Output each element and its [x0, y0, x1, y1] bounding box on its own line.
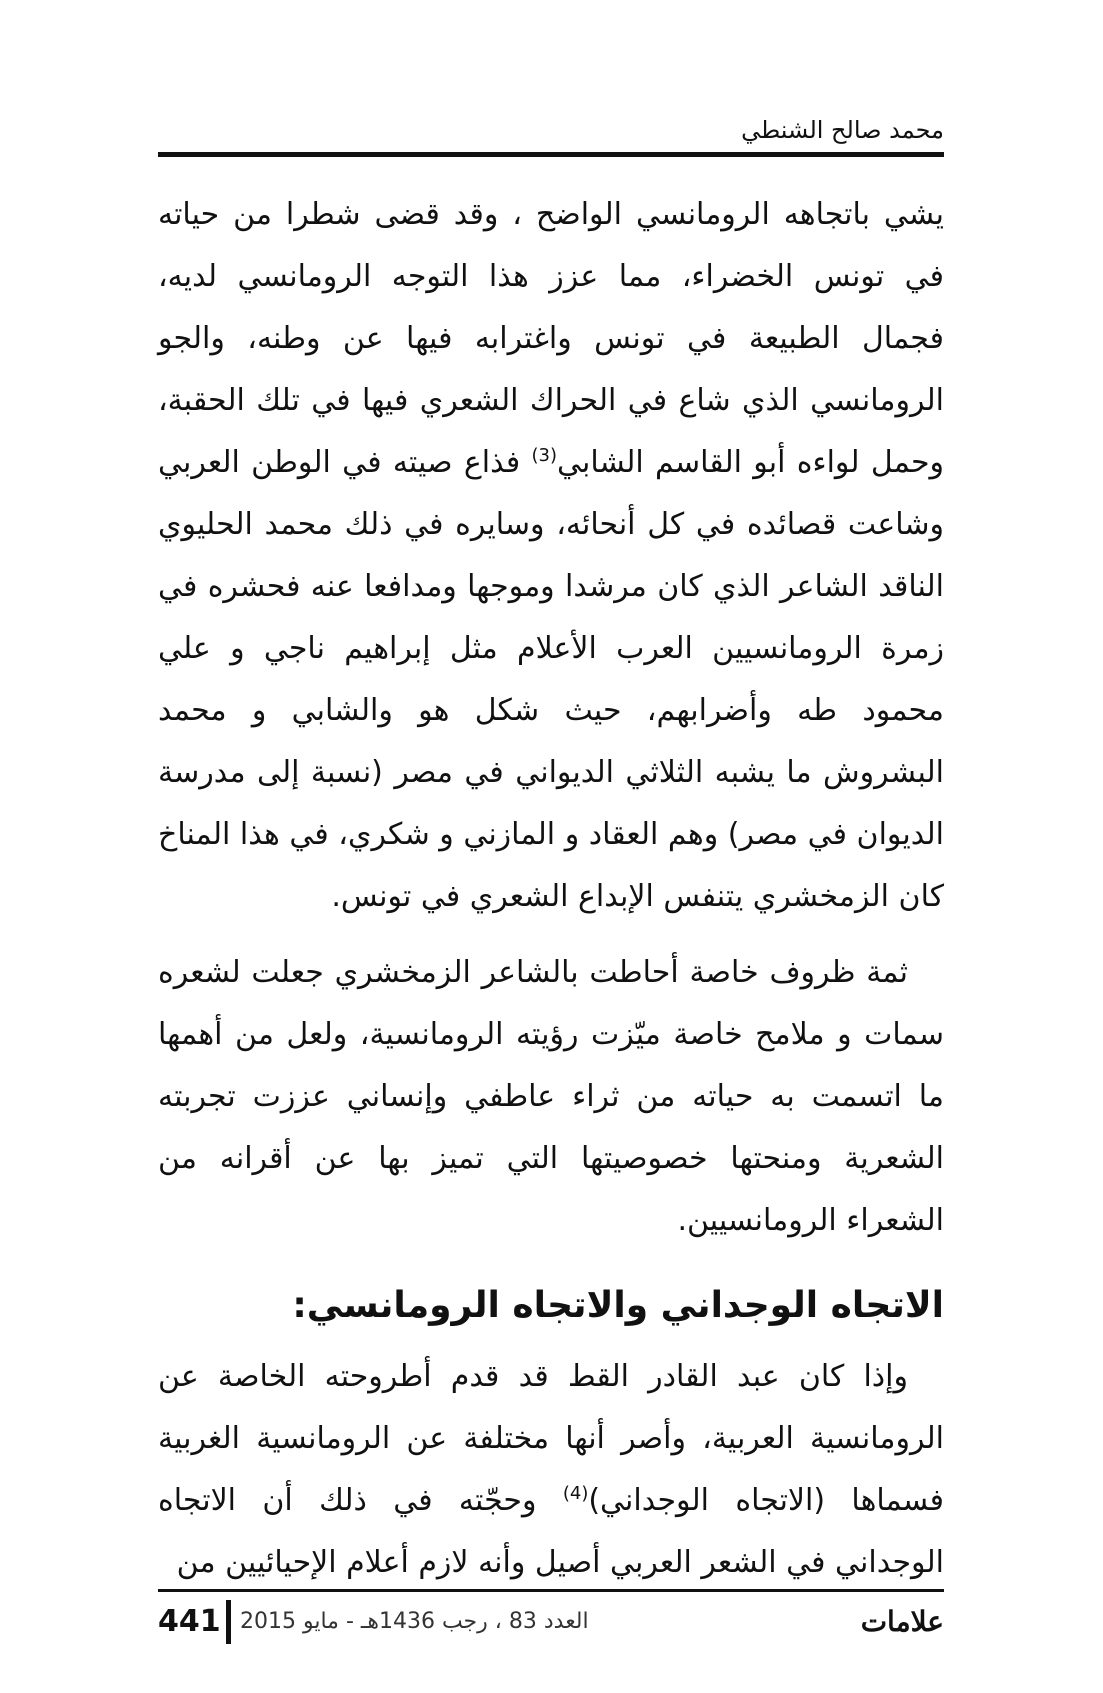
footnote-ref-4[interactable]: (4) — [562, 1483, 589, 1504]
footer-divider — [226, 1600, 231, 1644]
paragraph-1 — [158, 184, 944, 928]
issue-info: العدد 83 ، رجب 1436هـ - مايو 2015 — [240, 1609, 589, 1634]
footnote-ref-3[interactable]: (3) — [531, 445, 557, 466]
article-body — [158, 184, 944, 1594]
page-number: 441 — [158, 1604, 221, 1639]
paragraph-3 — [158, 1346, 944, 1594]
section-heading: الاتجاه الوجداني والاتجاه الرومانسي: — [292, 1285, 944, 1326]
page-footer — [158, 1598, 944, 1648]
paragraph-3-part-b: وحجّته في ذلك أن الاتجاه الوجداني في الشعر العربي أصيل وأنه لازم أعلام الإحيائيين من — [158, 1483, 944, 1580]
journal-logo: علامات — [860, 1605, 944, 1638]
header-rule — [158, 152, 944, 157]
paragraph-2: ثمة ظروف خاصة أحاطت بالشاعر الزمخشري جعلت لشعره سمات و ملامح خاصة ميّزت رؤيته الرومانسية، ولعل من أهمها ما اتسمت به حياته من ثراء عاطفي وإنساني عززت تجربته الشعرية ومنحتها خصوصيتها التي تميز بها عن أقرانه من الشعراء الرومانسيين. — [158, 955, 944, 1238]
paragraph-1-part-b: فذاع صيته في الوطن العربي وشاعت قصائده في كل أنحائه، وسايره في ذلك محمد الحليوي الناقد الشاعر الذي كان مرشدا وموجها ومدافعا عنه فحشره في زمرة الرومانسيين العرب الأعلام مثل إبراهيم ناجي و علي محمود طه وأضرابهم، حيث شكل هو والشابي و محمد البشروش ما يشبه الثلاثي الديواني في مصر (نسبة إلى مدرسة الديوان في مصر) وهم العقاد و المازني و شكري، في هذا المناخ كان الزمخشري يتنفس الإبداع الشعري في تونس. — [158, 445, 944, 914]
footer-rule — [158, 1589, 944, 1592]
paragraph-1-part-a: يشي باتجاهه الرومانسي الواضح ، وقد قضى شطرا من حياته في تونس الخضراء، مما عزز هذا التوجه الرومانسي لديه، فجمال الطبيعة في تونس واغترابه فيها عن وطنه، والجو الرومانسي الذي شاع في الحراك الشعري فيها في تلك الحقبة، وحمل لواءه أبو القاسم الشابي — [158, 197, 944, 480]
running-head-author: محمد صالح الشنطي — [741, 116, 944, 144]
paragraph-3-part-a: وإذا كان عبد القادر القط قد قدم أطروحته الخاصة عن الرومانسية العربية، وأصر أنها مختلفة عن الرومانسية الغربية فسماها (الاتجاه الوجداني) — [158, 1359, 944, 1518]
